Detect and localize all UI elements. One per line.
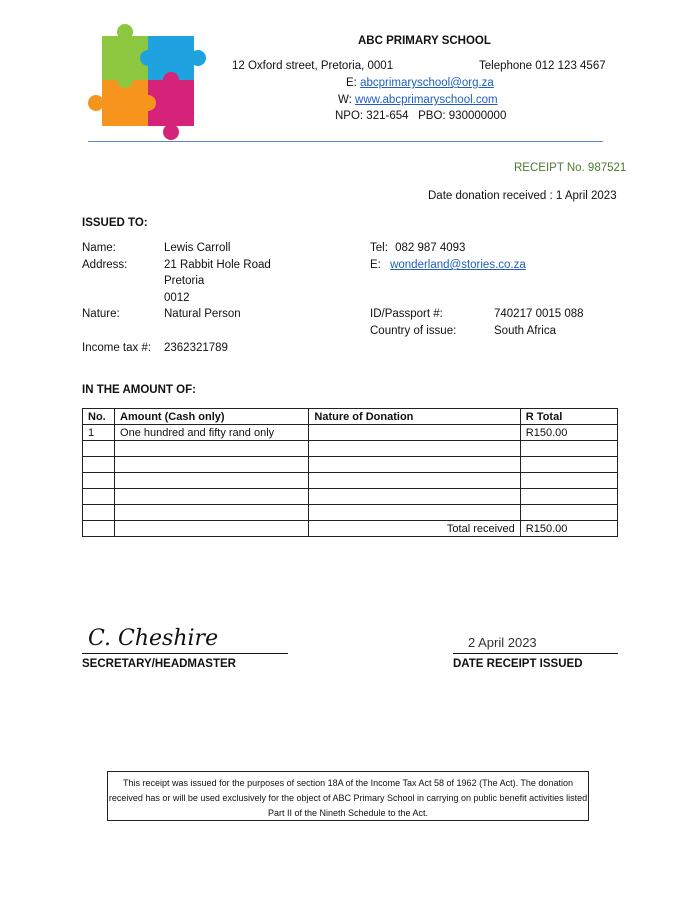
header-divider [88, 141, 603, 142]
col-amount: Amount (Cash only) [115, 409, 309, 425]
table-row [83, 441, 618, 457]
id-value: 740217 0015 088 [494, 308, 584, 320]
table-row [83, 489, 618, 505]
table-cell [115, 457, 309, 473]
school-email-link[interactable]: abcprimaryschool@org.za [360, 77, 494, 89]
total-label: Total received [309, 521, 520, 537]
donation-table [82, 408, 618, 537]
table-cell [83, 505, 115, 521]
school-name: ABC PRIMARY SCHOOL [358, 35, 491, 47]
table-row [83, 505, 618, 521]
table-cell: R150.00 [520, 425, 617, 441]
country-value: South Africa [494, 325, 557, 337]
table-cell [309, 425, 520, 441]
school-web-link[interactable]: www.abcprimaryschool.com [355, 94, 498, 106]
donor-email-label: E: [370, 259, 381, 271]
table-cell [520, 489, 617, 505]
table-cell [115, 489, 309, 505]
web-label: W: [338, 94, 352, 106]
table-cell [115, 473, 309, 489]
table-cell [309, 441, 520, 457]
col-nature: Nature of Donation [309, 409, 520, 425]
amount-heading: IN THE AMOUNT OF: [82, 384, 196, 396]
date-line [453, 653, 618, 654]
table-cell: 1 [83, 425, 115, 441]
income-tax-value: 2362321789 [164, 342, 228, 354]
table-cell [115, 521, 309, 537]
puzzle-pieces-icon [88, 22, 206, 142]
nature-value: Natural Person [164, 308, 241, 320]
table-cell [83, 473, 115, 489]
table-cell [83, 521, 115, 537]
address-line-2: Pretoria [164, 275, 205, 287]
tel-row [370, 242, 465, 254]
donor-email-row [370, 259, 526, 271]
school-email-row [346, 77, 494, 89]
table-cell [309, 473, 520, 489]
table-cell [520, 441, 617, 457]
secretary-label: SECRETARY/HEADMASTER [82, 658, 236, 670]
total-value: R150.00 [520, 521, 617, 537]
country-label: Country of issue: [370, 325, 457, 337]
table-cell [83, 489, 115, 505]
donor-email-link[interactable]: wonderland@stories.co.za [390, 259, 526, 271]
table-cell [115, 505, 309, 521]
table-row [83, 425, 618, 441]
footer-text: This receipt was issued for the purposes of section 18A of the Income Tax Act 58 of 1962 (The Act). The donation received has or will be used exclusively for the object of ABC Primary School in carrying on public benefit activities listed Part II of the Nineth Schedule to the Act. [108, 778, 588, 818]
issued-to-heading: ISSUED TO: [82, 217, 148, 229]
table-cell [83, 441, 115, 457]
col-total: R Total [520, 409, 617, 425]
table-cell [309, 505, 520, 521]
table-header-row [83, 409, 618, 425]
id-label: ID/Passport #: [370, 308, 443, 320]
table-cell [520, 505, 617, 521]
income-tax-label: Income tax #: [82, 342, 152, 354]
table-cell [115, 441, 309, 457]
date-issued-label: DATE RECEIPT ISSUED [453, 658, 583, 670]
signature-line [82, 653, 288, 654]
npo-pbo: NPO: 321-654 PBO: 930000000 [335, 110, 507, 122]
tel-label: Tel: [370, 242, 388, 254]
date-received: Date donation received : 1 April 2023 [428, 190, 617, 202]
table-cell: One hundred and fifty rand only [115, 425, 309, 441]
address-label: Address: [82, 259, 128, 271]
name-label: Name: [82, 242, 116, 254]
table-row [83, 473, 618, 489]
name-value: Lewis Carroll [164, 242, 231, 254]
table-cell [520, 473, 617, 489]
issued-date: 2 April 2023 [468, 635, 537, 650]
signature: C. Cheshire [88, 626, 219, 651]
nature-label: Nature: [82, 308, 120, 320]
table-cell [520, 457, 617, 473]
table-cell [83, 457, 115, 473]
school-telephone: Telephone 012 123 4567 [479, 60, 606, 72]
footer-notice [107, 771, 589, 821]
receipt-number: RECEIPT No. 987521 [514, 162, 627, 174]
address-line-1: 21 Rabbit Hole Road [164, 259, 271, 271]
school-address: 12 Oxford street, Pretoria, 0001 [232, 60, 394, 72]
address-line-3: 0012 [164, 292, 190, 304]
table-total-row [83, 521, 618, 537]
email-label: E: [346, 77, 357, 89]
school-web-row [338, 94, 498, 106]
table-cell [309, 457, 520, 473]
table-row [83, 457, 618, 473]
table-cell [309, 489, 520, 505]
tel-value: 082 987 4093 [395, 242, 466, 254]
col-no: No. [83, 409, 115, 425]
